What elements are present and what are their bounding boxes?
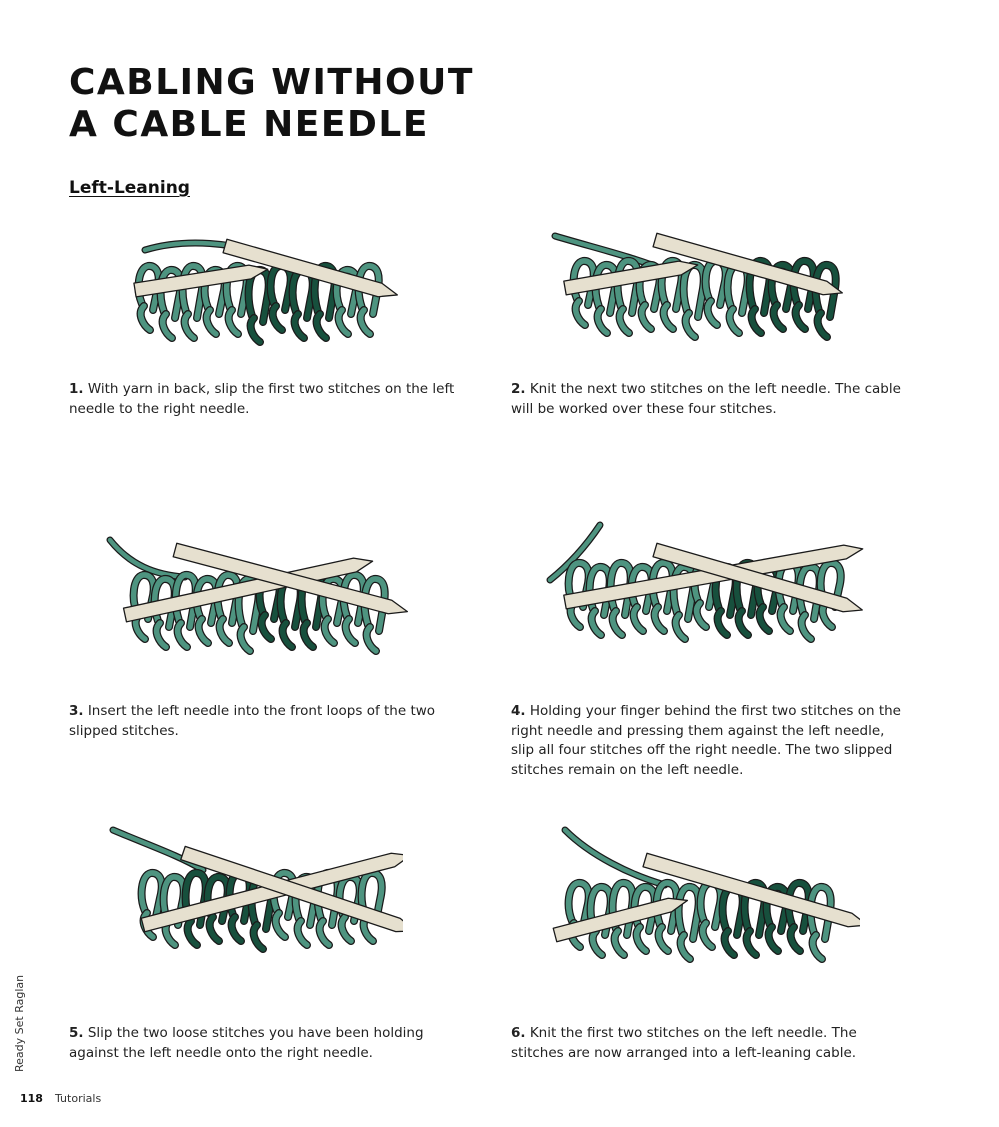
step-6-caption: [511, 1024, 911, 1063]
page-title: [69, 62, 474, 146]
stitch-loop: [365, 579, 385, 651]
step-text: Insert the left needle into the front loops of the two slipped stitches.: [69, 703, 436, 739]
stitch-loop: [653, 563, 673, 631]
stitch-loop: [657, 883, 677, 951]
step-number: 2.: [511, 381, 526, 397]
section-subtitle: Left-Leaning: [69, 178, 190, 198]
stitch-loop: [679, 887, 699, 959]
step-2-caption: [511, 380, 911, 419]
stitch-loop: [632, 567, 652, 631]
step-1-illustration: [125, 228, 415, 358]
step-6-illustration: [550, 825, 860, 975]
stitch-loop: [816, 265, 836, 337]
stitch-loop: [701, 883, 721, 947]
step-3-illustration: [105, 535, 415, 670]
step-number: 6.: [511, 1025, 526, 1041]
stitch-loop: [789, 883, 809, 951]
step-text: Slip the two loose stitches you have been holding against the left needle onto the right needle.: [69, 1025, 424, 1061]
step-3-caption: [69, 702, 469, 741]
book-title: Ready Set Raglan: [13, 974, 26, 1072]
stitch-loop: [359, 266, 379, 334]
stitch-loop: [271, 266, 291, 330]
step-number: 3.: [69, 703, 84, 719]
stitch-loop: [684, 265, 704, 337]
step-text: With yarn in back, slip the first two stitches on the left needle to the right needle.: [69, 381, 455, 417]
stitch-loop: [723, 887, 743, 955]
step-text: Holding your finger behind the first two stitches on the right needle and pressing them against the left needle, slip all four stitches off the right needle. The two slipped stitches remain on the left needle.: [511, 703, 901, 778]
page-title-line-1: CABLING WITHOUT: [69, 62, 474, 103]
step-number: 4.: [511, 703, 526, 719]
stitch-loop: [728, 265, 748, 333]
step-2-illustration: [550, 228, 860, 358]
stitch-loop: [811, 887, 831, 959]
stitch-loop: [706, 261, 726, 325]
stitch-loop: [139, 266, 159, 330]
page-number: 118: [20, 1092, 43, 1105]
step-4-illustration: [545, 520, 865, 670]
step-text: Knit the next two stitches on the left needle. The cable will be worked over these four stitches.: [511, 381, 901, 417]
section-name: Tutorials: [55, 1092, 102, 1105]
step-5-illustration: [108, 825, 403, 975]
step-number: 5.: [69, 1025, 84, 1041]
step-4-caption: [511, 702, 911, 780]
step-text: Knit the first two stitches on the left needle. The stitches are now arranged into a left-leaning cable.: [511, 1025, 857, 1061]
stitch-loop: [293, 270, 313, 338]
stitch-loop: [794, 261, 814, 329]
page-title-line-2: A CABLE NEEDLE: [69, 104, 429, 145]
stitch-loop: [344, 575, 364, 643]
step-5-caption: [69, 1024, 469, 1063]
step-number: 1.: [69, 381, 84, 397]
stitch-loop: [249, 270, 269, 342]
step-1-caption: [69, 380, 469, 419]
